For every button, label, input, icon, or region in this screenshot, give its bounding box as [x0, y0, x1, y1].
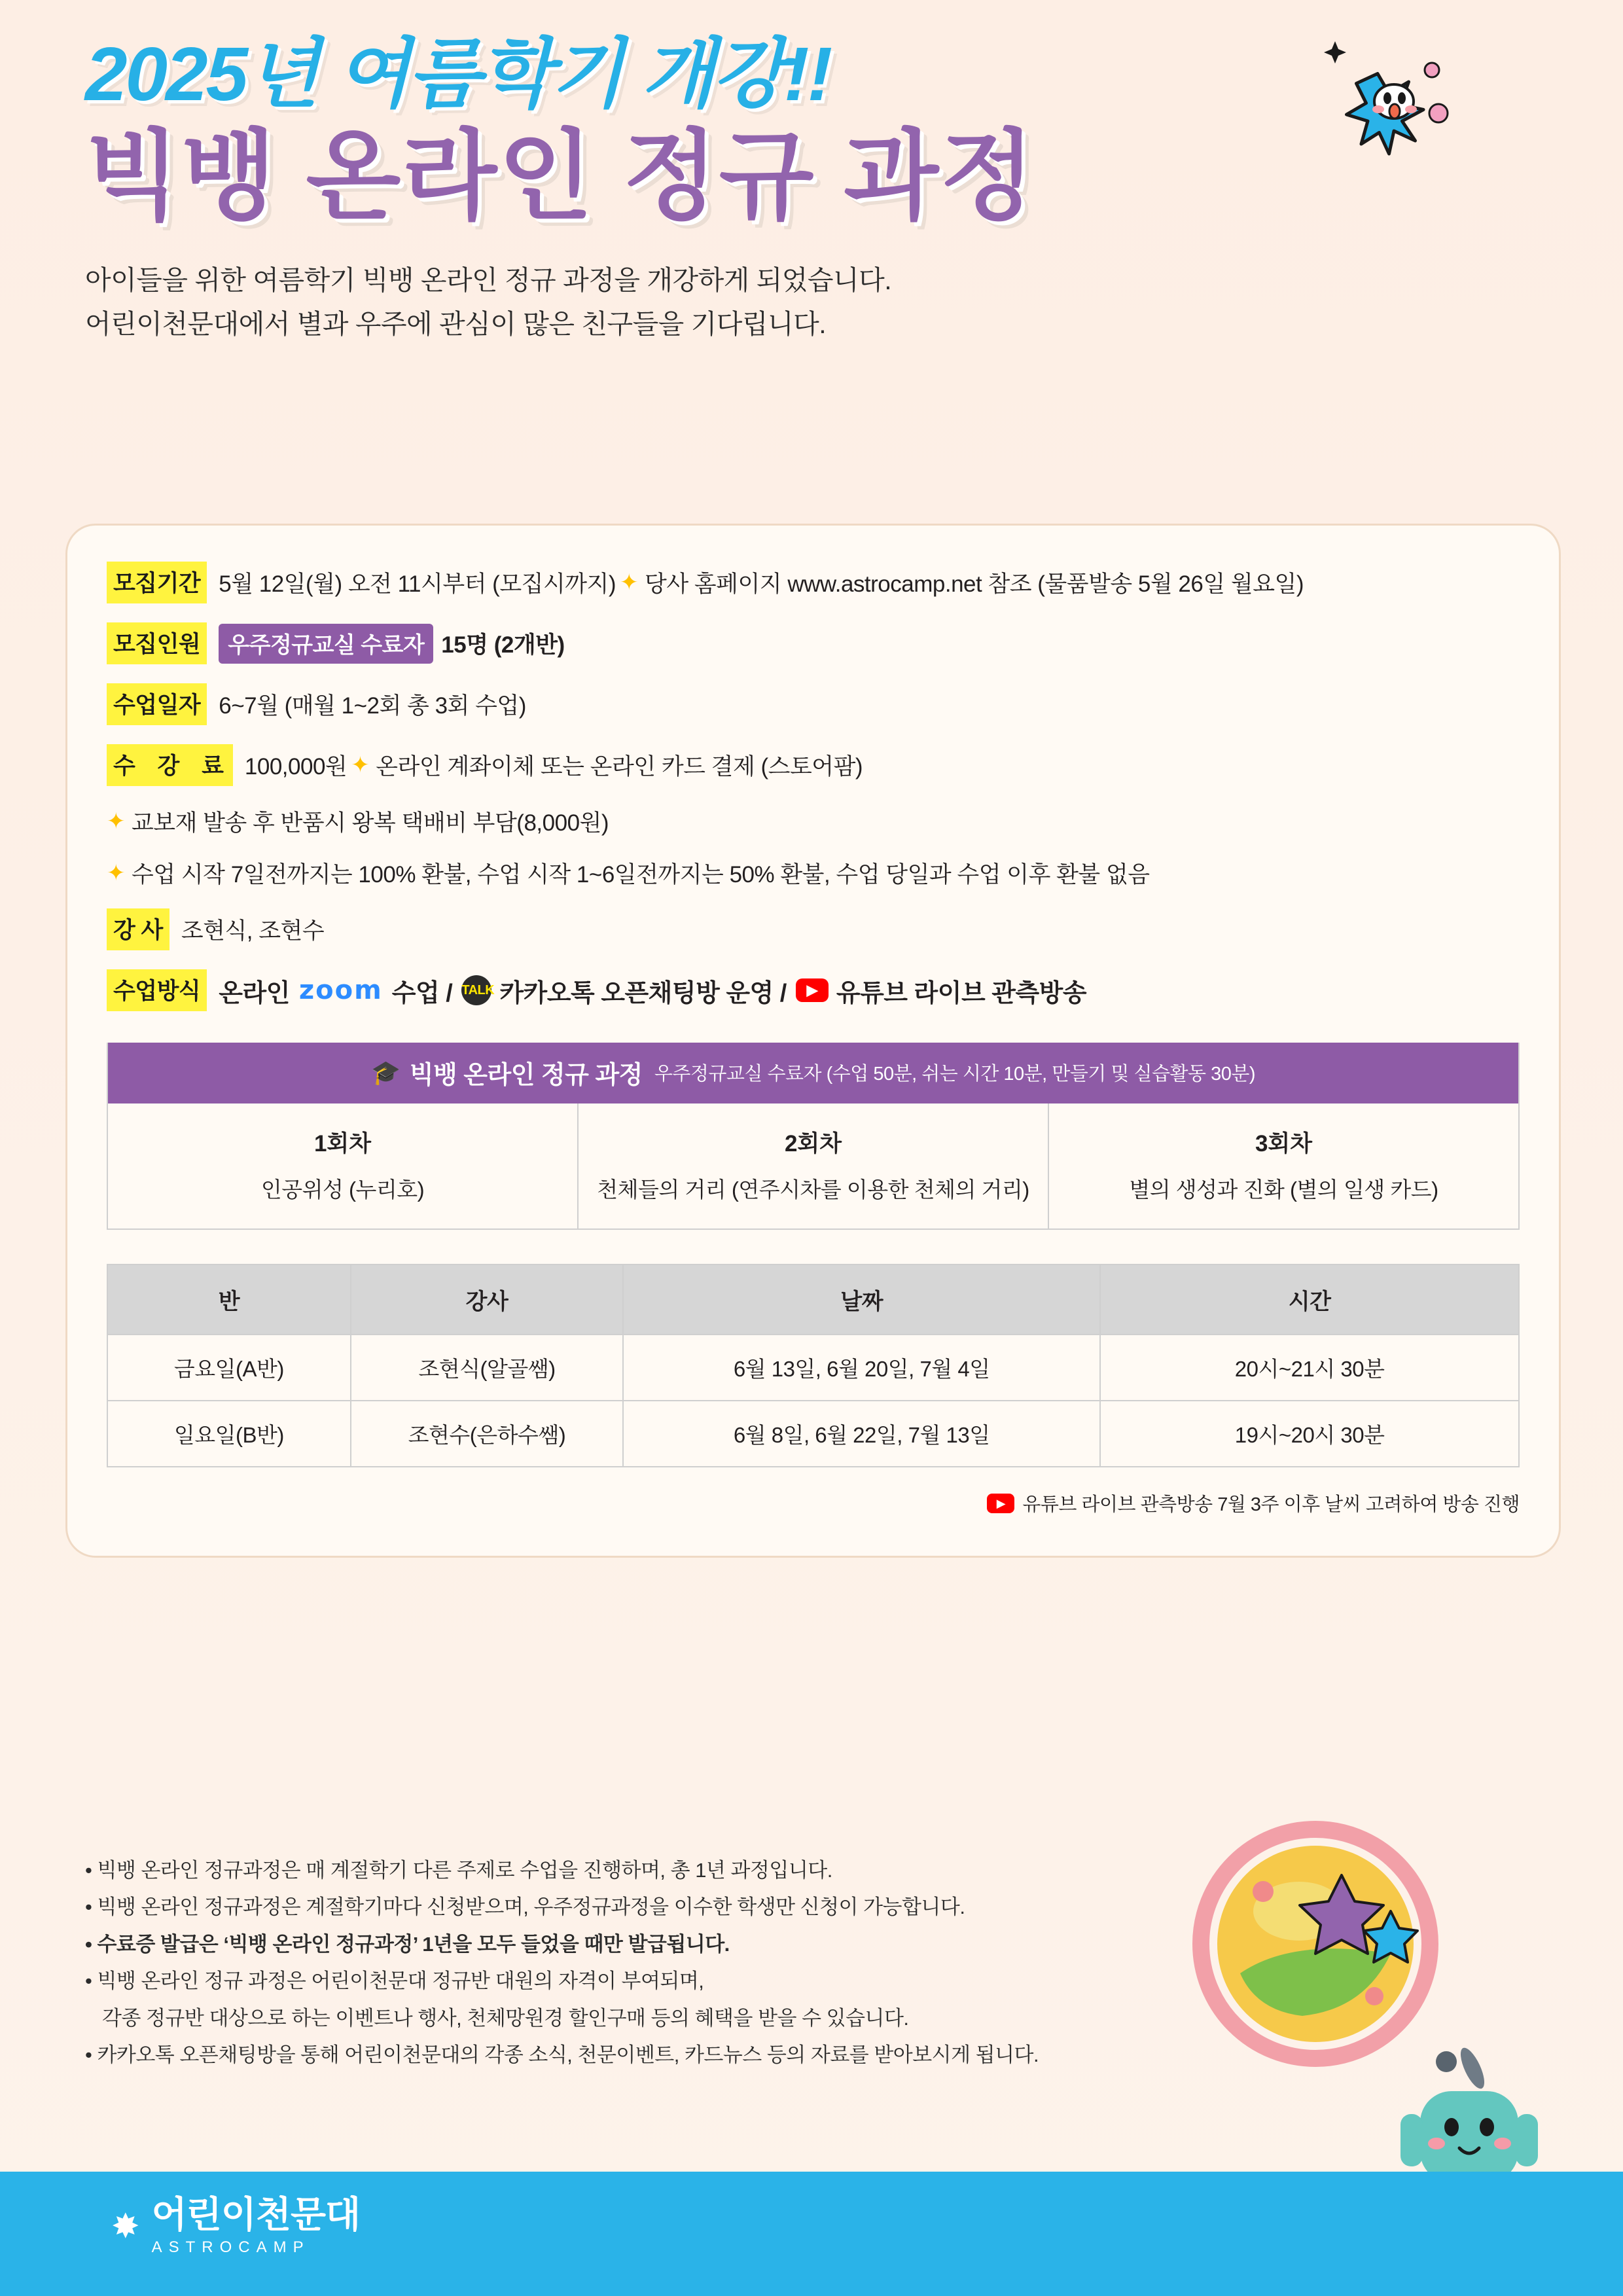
session-topic: 천체들의 거리 (연주시차를 이용한 천체의 거리) — [597, 1177, 1029, 1202]
label-recruit-period: 모집기간 — [107, 562, 207, 603]
alien-mascot-icon — [1296, 20, 1472, 183]
intro-line-1: 아이들을 위한 여름학기 빅뱅 온라인 정규 과정을 개강하게 되었습니다. — [85, 264, 892, 295]
column-header-class: 반 — [107, 1265, 351, 1335]
value-recruit-period: 5월 12일(월) 오전 11시부터 (모집시까지) — [219, 571, 616, 597]
value-instructor: 조현식, 조현수 — [181, 918, 325, 944]
info-row-fee — [107, 744, 1520, 786]
info-row-class-date — [107, 683, 1520, 725]
method-part-1: 온라인 — [219, 979, 290, 1007]
note-refund-policy: 수업 시작 7일전까지는 100% 환불, 수업 시작 1~6일전까지는 50% 환불, 수업 당일과 수업 이후 환불 없음 — [132, 862, 1150, 888]
column-header-instructor: 강사 — [351, 1265, 623, 1335]
star-icon: ✦ — [351, 753, 370, 778]
list-item: • 빅뱅 온라인 정규 과정은 어린이천문대 정규반 대원의 자격이 부여되며, — [85, 1969, 704, 1993]
note-recruit-period: 당사 홈페이지 www.astrocamp.net 참조 (물품발송 5월 26일 월요일) — [645, 571, 1304, 597]
info-row-method — [107, 969, 1520, 1011]
table-row — [107, 1401, 1519, 1467]
course-table-header — [108, 1043, 1518, 1103]
method-part-4: 유튜브 라이브 관측방송 — [836, 979, 1087, 1007]
value-recruit-count: 15명 (2개반) — [441, 632, 565, 658]
label-method: 수업방식 — [107, 969, 207, 1011]
list-item: • 빅뱅 온라인 정규과정은 계절학기마다 신청받으며, 우주정규과정을 이수한 학생만 신청이 가능합니다. — [85, 1895, 965, 1919]
intro-line-2: 어린이천문대에서 별과 우주에 관심이 많은 친구들을 기다립니다. — [85, 309, 827, 340]
telescope-icon: ✸ — [111, 2208, 140, 2246]
session-topic: 인공위성 (누리호) — [260, 1177, 425, 1202]
schedule-table — [107, 1264, 1520, 1467]
graduation-cap-icon: 🎓 — [370, 1058, 401, 1086]
info-row-recruit-period — [107, 562, 1520, 603]
column-header-dates: 날짜 — [623, 1265, 1100, 1335]
brand-logo — [111, 2194, 361, 2257]
youtube-icon: ▶ — [987, 1494, 1014, 1513]
method-part-3: 카카오톡 오픈채팅방 운영 / — [499, 979, 787, 1007]
list-item-continuation: 각종 정규반 대상으로 하는 이벤트나 행사, 천체망원경 할인구매 등의 혜택을 받을 수 있습니다. — [102, 2006, 909, 2030]
cell-time: 20시~21시 30분 — [1100, 1335, 1519, 1401]
cell-dates: 6월 13일, 6월 20일, 7월 4일 — [623, 1335, 1100, 1401]
course-session-list — [108, 1103, 1518, 1229]
broadcast-note-text: 유튜브 라이브 관측방송 7월 3주 이후 날씨 고려하여 방송 진행 — [1022, 1494, 1520, 1515]
list-item: • 빅뱅 온라인 정규과정은 매 계절학기 다른 주제로 수업을 진행하며, 총 1년 과정입니다. — [85, 1859, 832, 1882]
method-part-2: 수업 / — [391, 979, 453, 1007]
cell-class: 일요일(B반) — [107, 1401, 351, 1467]
page-title-line2: 빅뱅 온라인 정규 과정 — [85, 120, 1037, 231]
table-row — [107, 1335, 1519, 1401]
list-item: • 수료증 발급은 ‘빅뱅 온라인 정규과정’ 1년을 모두 들었을 때만 발급됩니다. — [85, 1932, 730, 1956]
value-fee: 100,000원 — [244, 754, 348, 780]
brand-name-en: ASTROCAMP — [151, 2238, 310, 2256]
brand-name-ko: 어린이천문대 — [151, 2194, 361, 2235]
star-icon: ✦ — [107, 809, 125, 834]
course-session — [1049, 1103, 1518, 1229]
cell-dates: 6월 8일, 6월 22일, 7월 13일 — [623, 1401, 1100, 1467]
info-row-note-1 — [107, 805, 1520, 838]
cell-time: 19시~20시 30분 — [1100, 1401, 1519, 1467]
label-class-date: 수업일자 — [107, 683, 207, 725]
course-session — [108, 1103, 579, 1229]
course-subtitle: 우주정규교실 수료자 (수업 50분, 쉬는 시간 10분, 만들기 및 실습활동 30분) — [654, 1064, 1255, 1085]
label-fee: 수 강 료 — [107, 744, 233, 786]
session-number: 3회차 — [1255, 1131, 1313, 1157]
intro-text — [85, 259, 1544, 347]
course-title: 빅뱅 온라인 정규 과정 — [409, 1062, 643, 1089]
table-header-row — [107, 1265, 1519, 1335]
footer-bar — [0, 2172, 1623, 2296]
list-item: • 카카오톡 오픈채팅방을 통해 어린이천문대의 각종 소식, 천문이벤트, 카드뉴스 등의 자료를 받아보시게 됩니다. — [85, 2043, 1039, 2067]
broadcast-note — [107, 1490, 1520, 1516]
course-session — [579, 1103, 1049, 1229]
zoom-logo-icon: zoom — [298, 975, 383, 1005]
column-header-time: 시간 — [1100, 1265, 1519, 1335]
star-icon: ✦ — [620, 570, 639, 595]
note-fee: 온라인 계좌이체 또는 온라인 카드 결제 (스토어팜) — [376, 754, 863, 780]
info-row-recruit-count — [107, 622, 1520, 664]
session-topic: 별의 생성과 진화 (별의 일생 카드) — [1129, 1177, 1438, 1202]
info-row-instructor — [107, 908, 1520, 950]
kakaotalk-icon: TALK — [461, 975, 491, 1005]
label-instructor: 강 사 — [107, 908, 169, 950]
session-number: 2회차 — [784, 1131, 842, 1157]
course-overview-table — [107, 1043, 1520, 1230]
youtube-icon: ▶ — [796, 978, 829, 1002]
label-recruit-count: 모집인원 — [107, 622, 207, 664]
info-row-note-2 — [107, 857, 1520, 889]
cell-instructor: 조현식(알골쌤) — [351, 1335, 623, 1401]
brand-logo-text — [151, 2194, 361, 2257]
page-title-line1: 2025년 여름학기 개강!! — [85, 31, 831, 117]
note-return-shipping: 교보재 발송 후 반품시 왕복 택배비 부담(8,000원) — [132, 810, 609, 836]
cell-instructor: 조현수(은하수쌤) — [351, 1401, 623, 1467]
footnote-list — [85, 1852, 1263, 2073]
star-icon: ✦ — [107, 861, 125, 886]
session-number: 1회차 — [313, 1131, 372, 1157]
value-class-date: 6~7월 (매월 1~2회 총 3회 수업) — [219, 693, 526, 719]
info-card — [65, 524, 1561, 1558]
badge-prerequisite: 우주정규교실 수료자 — [219, 624, 433, 664]
cell-class: 금요일(A반) — [107, 1335, 351, 1401]
